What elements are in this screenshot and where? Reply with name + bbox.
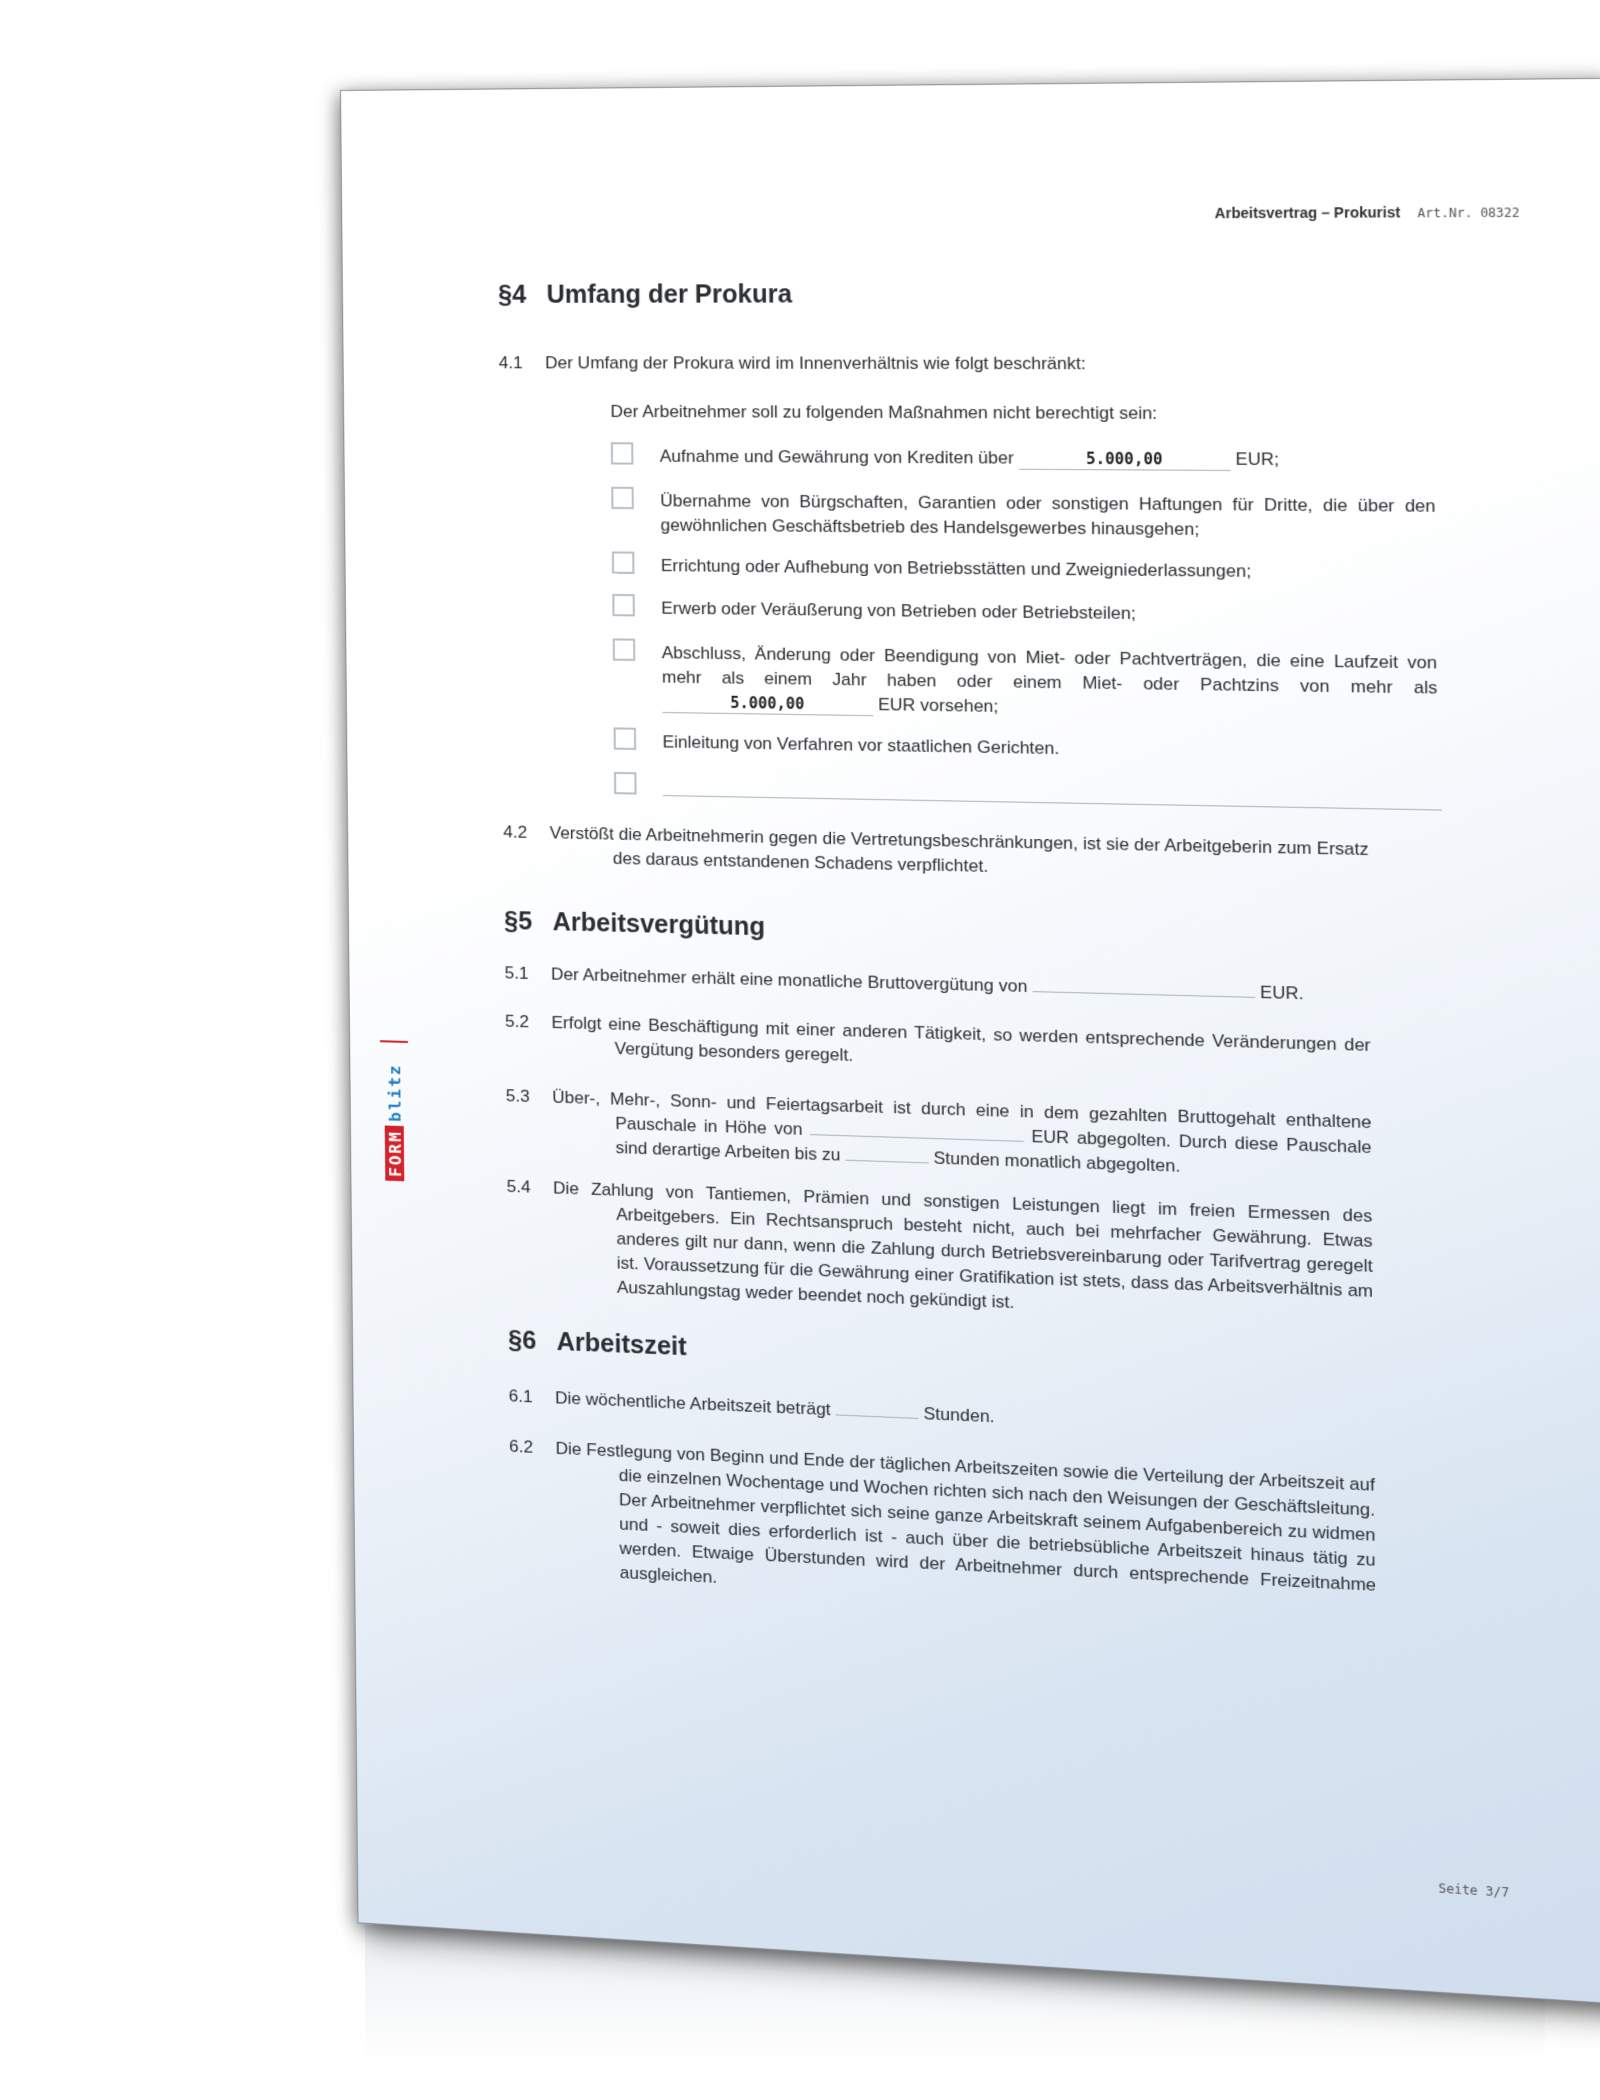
custom-restriction-field[interactable] [663,775,1442,811]
checkbox[interactable] [612,551,635,573]
paragraph-4-2 [503,820,1369,877]
paragraph-text: Der Arbeitnehmer erhält eine monatliche Bruttovergütung von [550,964,1028,997]
article-number: Art.Nr. 08322 [1417,205,1520,221]
paragraph-text: Über-, Mehr-, Sonn- und Feiertagsarbeit ist durch eine in dem gezahlten Bruttogehalt enthaltene Pauschale in Höhe von [552,1087,1372,1139]
restriction-item-6 [614,727,1438,759]
checkbox[interactable] [611,442,634,464]
paragraph-number: 5.3 [505,1086,530,1106]
document-title: Arbeitsvertrag – Prokurist [1214,203,1401,222]
salary-field[interactable] [1032,991,1255,998]
hours-unit: Stunden. [923,1403,995,1427]
item-text: Übernahme von Bürgschaften, Garantien oder sonstigen Haftungen für Dritte, die über den gewöhnlichen Geschäftsbetrieb des Handelsgewerbes hinausgehen; [660,491,1436,540]
paragraph-text: Die Zahlung von Tantiemen, Prämien und sonstigen Leistungen liegt im freien Ermessen des Arbeitgebers. Ein Rechtsanspruch besteht nicht, auch bei mehrfacher Gewährung. Etwas anderes gilt nur dann, wenn die Zahlung durch Betriebsvereinbarung oder Tarifvertrag geregelt ist. Voraussetzung für die Gewährung einer Gratifikation ist stets, dass das Arbeitsverhältnis am Auszahlungstag weder beendet noch gekündigt ist. [553,1178,1374,1313]
page-number: Seite 3/7 [1438,1881,1510,1900]
restriction-item-4 [612,594,1436,624]
flat-rate-field[interactable] [810,1134,1023,1142]
section-title: Arbeitszeit [556,1327,687,1362]
restrictions-intro [610,400,1343,427]
section-number: §4 [497,280,527,309]
section-number: §6 [508,1325,537,1356]
logo-form-text: FORM [385,1126,405,1181]
checkbox[interactable] [613,638,636,661]
paragraph-text: Der Umfang der Prokura wird im Innenverhältnis wie folgt beschränkt: [545,353,1086,374]
weekly-hours-field[interactable] [836,1414,919,1419]
paragraph-text: Verstößt die Arbeitnehmerin gegen die Vertretungsbeschränkungen, ist sie der Arbeitgeberin zum Ersatz des daraus entstandenen Schadens verpflichtet. [549,823,1369,877]
hours-field[interactable] [845,1160,928,1164]
paragraph-text: Die wöchentliche Arbeitszeit beträgt [555,1388,831,1420]
paragraph-text-cont: EUR abgegolten. Durch diese Pauschale sind derartige Arbeiten bis zu [615,1126,1372,1165]
paragraph-number: 5.4 [506,1176,531,1197]
item-unit: EUR; [1235,449,1280,470]
paragraph-5-3 [505,1084,1372,1176]
page-header [1215,203,1520,221]
paragraph-text: Erfolgt eine Beschäftigung mit einer anderen Tätigkeit, so werden entsprechende Veränderungen der Vergütung besonders geregelt. [551,1012,1371,1066]
item-text: Einleitung von Verfahren vor staatlichen Gerichten. [662,732,1060,759]
paragraph-number: 5.1 [504,963,529,983]
section-6-heading [508,1326,687,1363]
item-unit: EUR vorsehen; [877,694,999,717]
checkbox[interactable] [614,727,637,750]
restriction-item-7 [614,772,1438,787]
paragraph-5-2 [505,1010,1371,1092]
checkbox[interactable] [611,487,634,509]
paragraph-number: 6.2 [509,1436,534,1457]
item-text: Aufnahme und Gewährung von Krediten über [659,446,1014,468]
section-title: Arbeitsvergütung [552,907,766,942]
document-page [340,78,1600,2006]
amount-field[interactable]: 5.000,00 [662,692,873,717]
paragraph-6-1 [508,1384,1375,1427]
restriction-item-5 [613,638,1438,717]
item-text: Errichtung oder Aufhebung von Betriebsstätten und Zweigniederlassungen; [660,555,1252,581]
checkbox[interactable] [614,772,637,795]
restriction-item-1 [611,442,1435,470]
restriction-item-2 [611,487,1436,540]
paragraph-text: Die Festlegung von Beginn und Ende der täglichen Arbeitszeiten sowie die Verteilung der Arbeitszeit auf die einzelnen Wochentage und Wochen richten sich nach den Weisungen der Geschäftsleitung. Der Arbeitnehmer verpflichtet sich seine ganze Arbeitskraft seinem Aufgabenbereich zu widmen und - soweit dies erforderlich ist - auch über die betriebsübliche Arbeitszeit hinaus tätig zu werden. Etwaige Überstunden wird der Arbeitnehmer durch entsprechende Freizeitnahme ausgleichen. [555,1438,1377,1595]
restriction-item-3 [612,551,1436,581]
intro-text: Der Arbeitnehmer soll zu folgenden Maßnahmen nicht berechtigt sein: [610,401,1158,424]
logo-accent-bar [380,1040,408,1043]
section-5-heading [504,907,765,943]
paragraph-5-1 [504,961,1371,1004]
paragraph-number: 6.1 [508,1386,533,1407]
formblitz-logo [380,1040,409,1181]
logo-blitz-text: blitz [384,1063,405,1123]
paragraph-4-1 [498,351,1364,374]
section-number: §5 [503,906,533,936]
item-text: Erwerb oder Veräußerung von Betrieben oder Betriebsteilen; [661,598,1136,624]
paragraph-number: 4.1 [498,353,523,373]
section-4-heading [498,280,792,310]
paragraph-text-end: Stunden monatlich abgegolten. [933,1148,1181,1176]
paragraph-number: 5.2 [504,1011,530,1032]
amount-field[interactable]: 5.000,00 [1019,448,1231,471]
section-title: Umfang der Prokura [546,280,793,309]
item-text: Abschluss, Änderung oder Beendigung von Miet- oder Pachtverträgen, die eine Laufzeit von mehr als einem Jahr haben oder einem Miet- oder Pachtzins von mehr als [661,643,1438,698]
checkbox[interactable] [612,594,635,617]
paragraph-number: 4.2 [503,822,528,842]
currency-unit: EUR. [1259,982,1304,1004]
